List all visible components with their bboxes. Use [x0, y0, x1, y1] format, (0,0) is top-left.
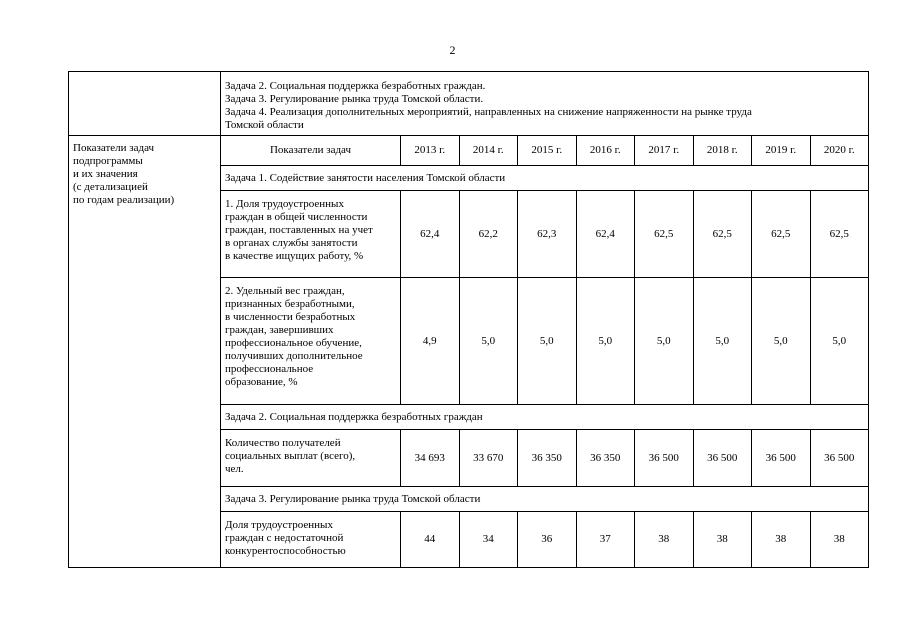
indicator-value: 38 [635, 512, 694, 568]
indicator-name [221, 430, 401, 487]
indicator-value: 62,5 [693, 191, 752, 278]
indicator-value: 5,0 [693, 278, 752, 405]
indicator-value: 36 [518, 512, 577, 568]
indicator-value: 62,5 [635, 191, 694, 278]
indicator-name-line: профессиональное [225, 363, 314, 375]
indicator-value: 62,5 [810, 191, 869, 278]
indicator-name-line: граждан с недостаточной [225, 532, 344, 544]
intro-tasks-cell [221, 72, 869, 136]
indicator-name-line: чел. [225, 463, 244, 475]
left-label-line: по годам реализации) [73, 194, 175, 206]
task-heading: Задача 1. Содействие занятости населения Томской области [221, 166, 869, 191]
left-label-cell [69, 136, 221, 568]
header-year: 2019 г. [752, 136, 811, 166]
header-year: 2020 г. [810, 136, 869, 166]
indicator-value: 36 500 [693, 430, 752, 487]
indicator-value: 36 500 [635, 430, 694, 487]
indicator-name-line: граждан в общей численности [225, 211, 368, 223]
indicator-value: 36 500 [752, 430, 811, 487]
indicator-name-line: в органах службы занятости [225, 237, 358, 249]
indicator-value: 5,0 [459, 278, 518, 405]
left-label-line: (с детализацией [73, 181, 148, 193]
indicator-value: 38 [752, 512, 811, 568]
indicator-value: 62,3 [518, 191, 577, 278]
header-year: 2015 г. [518, 136, 577, 166]
indicator-name-line: образование, % [225, 376, 298, 388]
indicator-value: 4,9 [401, 278, 460, 405]
indicator-value: 5,0 [518, 278, 577, 405]
indicator-value: 62,5 [752, 191, 811, 278]
intro-task-line: Задача 3. Регулирование рынка труда Томской области. [225, 93, 484, 105]
indicator-name-line: 1. Доля трудоустроенных [225, 198, 344, 210]
header-year: 2018 г. [693, 136, 752, 166]
indicator-name-line: конкурентоспособностью [225, 545, 346, 557]
indicator-name [221, 191, 401, 278]
indicator-value: 5,0 [576, 278, 635, 405]
header-year: 2017 г. [635, 136, 694, 166]
indicator-name-line: социальных выплат (всего), [225, 450, 356, 462]
indicator-name [221, 278, 401, 405]
indicator-value: 36 500 [810, 430, 869, 487]
indicator-name-line: в численности безработных [225, 311, 356, 323]
header-year: 2016 г. [576, 136, 635, 166]
indicator-value: 5,0 [635, 278, 694, 405]
indicator-value: 34 693 [401, 430, 460, 487]
indicator-value: 44 [401, 512, 460, 568]
indicator-value: 34 [459, 512, 518, 568]
indicator-value: 33 670 [459, 430, 518, 487]
indicator-name-line: получивших дополнительное [225, 350, 363, 362]
left-label-line: подпрограммы [73, 155, 143, 167]
indicator-name-line: 2. Удельный вес граждан, [225, 285, 345, 297]
header-indicator: Показатели задач [221, 136, 401, 166]
indicator-name-line: признанных безработными, [225, 298, 355, 310]
task-heading: Задача 3. Регулирование рынка труда Томской области [221, 487, 869, 512]
indicator-value: 62,4 [576, 191, 635, 278]
indicator-value: 5,0 [752, 278, 811, 405]
indicator-name-line: граждан, завершивших [225, 324, 334, 336]
indicators-table [68, 71, 869, 568]
left-label-line: Показатели задач [73, 142, 155, 154]
indicator-value: 5,0 [810, 278, 869, 405]
intro-task-line: Томской области [225, 119, 304, 131]
header-year: 2013 г. [401, 136, 460, 166]
task-heading: Задача 2. Социальная поддержка безработных граждан [221, 405, 869, 430]
intro-task-line: Задача 4. Реализация дополнительных мероприятий, направленных на снижение напряженности на рынке труда [225, 106, 752, 118]
indicator-value: 62,2 [459, 191, 518, 278]
intro-left-empty-cell [69, 72, 221, 136]
indicator-name-line: Доля трудоустроенных [225, 519, 333, 531]
indicator-value: 38 [693, 512, 752, 568]
intro-task-line: Задача 2. Социальная поддержка безработных граждан. [225, 80, 486, 92]
indicator-name [221, 512, 401, 568]
left-label-line: и их значения [73, 168, 138, 180]
header-row [69, 136, 869, 166]
intro-row [69, 72, 869, 136]
indicator-name-line: граждан, поставленных на учет [225, 224, 373, 236]
indicator-value: 38 [810, 512, 869, 568]
indicator-value: 62,4 [401, 191, 460, 278]
indicator-value: 36 350 [518, 430, 577, 487]
indicator-name-line: профессиональное обучение, [225, 337, 362, 349]
header-year: 2014 г. [459, 136, 518, 166]
page-number: 2 [449, 43, 456, 57]
indicator-value: 36 350 [576, 430, 635, 487]
indicator-value: 37 [576, 512, 635, 568]
indicator-name-line: в качестве ищущих работу, % [225, 250, 364, 262]
indicator-name-line: Количество получателей [225, 437, 341, 449]
